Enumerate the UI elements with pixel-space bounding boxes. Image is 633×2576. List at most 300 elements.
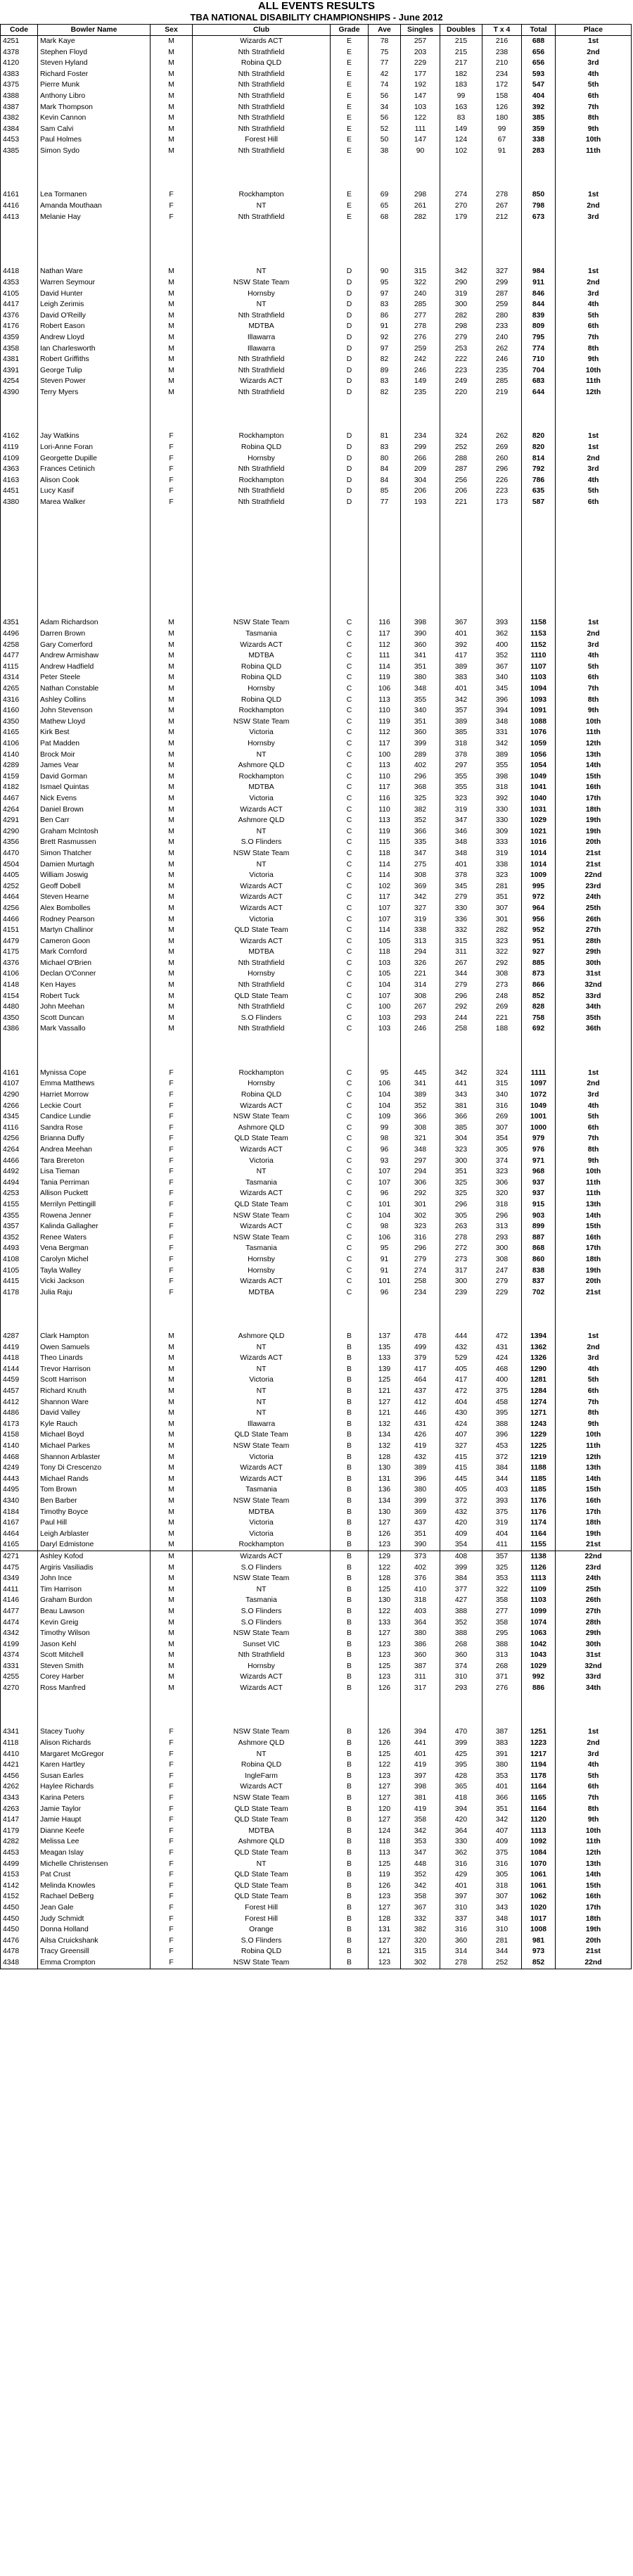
cell-total: 839 (522, 310, 556, 322)
cell-tx4: 262 (482, 343, 522, 355)
cell-bowler-name: Carolyn Michel (38, 1254, 151, 1265)
cell-tx4: 238 (482, 47, 522, 58)
cell-total: 973 (522, 1946, 556, 1957)
empty-cell (331, 1716, 369, 1727)
cell-code: 4350 (1, 716, 38, 728)
empty-cell (38, 244, 151, 255)
column-header-tx4: T x 4 (482, 25, 522, 36)
cell-singles: 364 (401, 1617, 440, 1629)
cell-sex: M (151, 36, 193, 47)
empty-cell (193, 179, 331, 190)
cell-bowler-name: Daryl Edmistone (38, 1539, 151, 1551)
empty-cell (522, 1694, 556, 1705)
cell-grade: B (331, 1474, 369, 1485)
cell-singles: 348 (401, 1144, 440, 1156)
cell-club: Ashmore QLD (193, 1836, 331, 1848)
table-row (1, 1517, 632, 1529)
cell-club: NT (193, 1584, 331, 1596)
cell-sex: F (151, 1760, 193, 1771)
cell-sex: M (151, 925, 193, 936)
spacer-row (1, 585, 632, 596)
cell-singles: 441 (401, 1738, 440, 1749)
cell-grade: C (331, 826, 369, 838)
cell-place: 3rd (556, 640, 632, 651)
empty-cell (369, 563, 401, 574)
cell-singles: 399 (401, 738, 440, 750)
cell-code: 4459 (1, 1375, 38, 1386)
cell-ave: 121 (369, 1386, 401, 1397)
cell-singles: 387 (401, 1661, 440, 1672)
cell-place: 5th (556, 1111, 632, 1123)
cell-sex: M (151, 738, 193, 750)
cell-tx4: 358 (482, 1617, 522, 1629)
cell-bowler-name: Darren Brown (38, 629, 151, 640)
empty-cell (401, 398, 440, 410)
cell-grade: C (331, 672, 369, 683)
cell-singles: 431 (401, 1419, 440, 1430)
cell-total: 1029 (522, 1661, 556, 1672)
cell-tx4: 282 (482, 925, 522, 936)
cell-doubles: 287 (440, 464, 482, 475)
cell-bowler-name: Kyle Rauch (38, 1419, 151, 1430)
cell-club: Tasmania (193, 1484, 331, 1496)
cell-sex: M (151, 134, 193, 146)
cell-sex: M (151, 1408, 193, 1419)
cell-sex: F (151, 464, 193, 475)
cell-ave: 127 (369, 1902, 401, 1914)
cell-grade: C (331, 1254, 369, 1265)
empty-cell (331, 552, 369, 563)
cell-bowler-name: Tim Harrison (38, 1584, 151, 1596)
cell-singles: 321 (401, 1133, 440, 1144)
cell-doubles: 343 (440, 1090, 482, 1101)
cell-tx4: 404 (482, 1529, 522, 1540)
cell-doubles: 399 (440, 1738, 482, 1749)
spacer-row (1, 1716, 632, 1727)
cell-place: 8th (556, 1144, 632, 1156)
cell-ave: 123 (369, 1771, 401, 1782)
cell-ave: 127 (369, 1814, 401, 1826)
cell-bowler-name: Robert Griffiths (38, 354, 151, 365)
empty-cell (482, 1035, 522, 1046)
empty-cell (522, 255, 556, 267)
cell-tx4: 353 (482, 1573, 522, 1584)
cell-ave: 103 (369, 958, 401, 969)
spacer-row (1, 519, 632, 530)
cell-code: 4118 (1, 1738, 38, 1749)
cell-bowler-name: Michael Parkes (38, 1441, 151, 1452)
cell-sex: F (151, 1781, 193, 1793)
cell-grade: B (331, 1529, 369, 1540)
cell-ave: 97 (369, 289, 401, 300)
cell-bowler-name: Cameron Goon (38, 936, 151, 947)
empty-cell (193, 541, 331, 552)
cell-total: 673 (522, 212, 556, 223)
cell-club: NSW State Team (193, 1957, 331, 1969)
cell-singles: 478 (401, 1331, 440, 1342)
cell-singles: 90 (401, 146, 440, 157)
cell-tx4: 319 (482, 848, 522, 859)
empty-cell (556, 1298, 632, 1309)
cell-singles: 360 (401, 727, 440, 738)
cell-club: Nth Strathfield (193, 102, 331, 113)
empty-cell (1, 595, 38, 607)
page-subtitle: TBA NATIONAL DISABILITY CHAMPIONSHIPS - June 2012 (190, 12, 443, 23)
cell-singles: 147 (401, 91, 440, 102)
cell-total: 1284 (522, 1386, 556, 1397)
table-row (1, 1484, 632, 1496)
cell-grade: C (331, 1144, 369, 1156)
empty-cell (522, 541, 556, 552)
cell-ave: 132 (369, 1419, 401, 1430)
empty-cell (151, 563, 193, 574)
empty-cell (556, 420, 632, 431)
cell-bowler-name: Steven Smith (38, 1661, 151, 1672)
cell-singles: 352 (401, 1101, 440, 1112)
cell-club: Wizards ACT (193, 1276, 331, 1287)
empty-cell (38, 607, 151, 618)
cell-grade: B (331, 1429, 369, 1441)
cell-code: 4375 (1, 80, 38, 91)
cell-club: NSW State Team (193, 1573, 331, 1584)
cell-doubles: 355 (440, 782, 482, 793)
table-row (1, 1156, 632, 1167)
cell-doubles: 292 (440, 1002, 482, 1013)
cell-sex: M (151, 1463, 193, 1474)
cell-ave: 133 (369, 1617, 401, 1629)
cell-code: 4450 (1, 1902, 38, 1914)
cell-code: 4175 (1, 947, 38, 958)
cell-total: 937 (522, 1177, 556, 1189)
empty-cell (556, 1056, 632, 1068)
table-row (1, 1914, 632, 1925)
cell-sex: F (151, 1166, 193, 1177)
empty-cell (193, 574, 331, 585)
cell-grade: C (331, 640, 369, 651)
cell-bowler-name: Ben Barber (38, 1496, 151, 1507)
cell-total: 392 (522, 102, 556, 113)
cell-sex: M (151, 672, 193, 683)
cell-place: 7th (556, 1133, 632, 1144)
cell-doubles: 267 (440, 958, 482, 969)
cell-doubles: 357 (440, 705, 482, 716)
cell-place: 16th (556, 1891, 632, 1902)
empty-cell (1, 508, 38, 519)
table-row (1, 332, 632, 343)
table-row (1, 1123, 632, 1134)
cell-ave: 68 (369, 212, 401, 223)
cell-bowler-name: Andrew Lloyd (38, 332, 151, 343)
cell-tx4: 407 (482, 1826, 522, 1837)
empty-cell (1, 1320, 38, 1331)
cell-total: 1113 (522, 1573, 556, 1584)
cell-grade: B (331, 1419, 369, 1430)
cell-sex: F (151, 497, 193, 508)
cell-bowler-name: Lisa Tieman (38, 1166, 151, 1177)
cell-place: 24th (556, 892, 632, 903)
cell-grade: C (331, 1101, 369, 1112)
empty-cell (331, 519, 369, 530)
cell-sex: F (151, 1826, 193, 1837)
cell-grade: B (331, 1946, 369, 1957)
cell-club: Rockhampton (193, 1068, 331, 1079)
cell-tx4: 292 (482, 958, 522, 969)
empty-cell (151, 552, 193, 563)
cell-place: 2nd (556, 629, 632, 640)
cell-place: 10th (556, 716, 632, 728)
cell-tx4: 262 (482, 431, 522, 442)
empty-cell (193, 530, 331, 541)
cell-sex: M (151, 1628, 193, 1639)
cell-total: 828 (522, 1002, 556, 1013)
cell-club: Hornsby (193, 1078, 331, 1090)
cell-ave: 99 (369, 1123, 401, 1134)
cell-place: 21st (556, 848, 632, 859)
cell-sex: F (151, 1869, 193, 1881)
cell-bowler-name: Kalinda Gallagher (38, 1221, 151, 1232)
cell-bowler-name: Kevin Greig (38, 1617, 151, 1629)
cell-grade: C (331, 738, 369, 750)
cell-club: Robina QLD (193, 1090, 331, 1101)
empty-cell (1, 420, 38, 431)
cell-total: 1009 (522, 870, 556, 881)
cell-ave: 113 (369, 1848, 401, 1859)
cell-club: MDTBA (193, 1826, 331, 1837)
cell-club: Tasmania (193, 1243, 331, 1254)
empty-cell (193, 222, 331, 234)
cell-place: 25th (556, 1584, 632, 1596)
cell-code: 4374 (1, 1650, 38, 1661)
cell-total: 981 (522, 1936, 556, 1947)
cell-singles: 358 (401, 1814, 440, 1826)
cell-ave: 113 (369, 760, 401, 771)
spacer-row (1, 1046, 632, 1057)
cell-total: 976 (522, 1144, 556, 1156)
cell-ave: 107 (369, 914, 401, 926)
empty-cell (482, 420, 522, 431)
empty-cell (482, 519, 522, 530)
empty-cell (331, 1298, 369, 1309)
cell-place: 5th (556, 1375, 632, 1386)
cell-singles: 368 (401, 782, 440, 793)
cell-tx4: 307 (482, 1891, 522, 1902)
cell-sex: M (151, 321, 193, 332)
cell-place: 2nd (556, 1078, 632, 1090)
cell-place: 16th (556, 1496, 632, 1507)
cell-total: 683 (522, 376, 556, 387)
cell-grade: E (331, 69, 369, 80)
cell-club: Nth Strathfield (193, 464, 331, 475)
cell-club: Wizards ACT (193, 36, 331, 47)
cell-place: 18th (556, 1914, 632, 1925)
empty-cell (1, 1309, 38, 1320)
empty-cell (369, 1046, 401, 1057)
cell-total: 1185 (522, 1484, 556, 1496)
cell-sex: F (151, 1090, 193, 1101)
cell-bowler-name: Steven Power (38, 376, 151, 387)
cell-club: S.O Flinders (193, 1936, 331, 1947)
cell-bowler-name: David Valley (38, 1408, 151, 1419)
cell-code: 4504 (1, 859, 38, 871)
empty-cell (331, 244, 369, 255)
cell-total: 964 (522, 903, 556, 914)
cell-grade: C (331, 1199, 369, 1211)
cell-code: 4385 (1, 146, 38, 157)
empty-cell (369, 585, 401, 596)
cell-sex: M (151, 1441, 193, 1452)
table-row (1, 1364, 632, 1375)
cell-total: 385 (522, 113, 556, 124)
cell-grade: B (331, 1826, 369, 1837)
cell-place: 9th (556, 354, 632, 365)
cell-sex: M (151, 1539, 193, 1551)
cell-singles: 432 (401, 1452, 440, 1463)
table-row (1, 980, 632, 991)
cell-bowler-name: Lori-Anne Foran (38, 442, 151, 453)
cell-total: 1049 (522, 771, 556, 783)
cell-club: Nth Strathfield (193, 387, 331, 398)
empty-cell (556, 1046, 632, 1057)
cell-singles: 396 (401, 1474, 440, 1485)
cell-code: 4345 (1, 1111, 38, 1123)
cell-sex: F (151, 1749, 193, 1760)
cell-singles: 111 (401, 124, 440, 135)
cell-singles: 325 (401, 793, 440, 804)
cell-code: 4119 (1, 442, 38, 453)
cell-grade: B (331, 1639, 369, 1650)
table-row (1, 1276, 632, 1287)
cell-ave: 110 (369, 804, 401, 816)
table-row (1, 1672, 632, 1683)
cell-bowler-name: Steven Hyland (38, 58, 151, 69)
empty-cell (1, 398, 38, 410)
cell-sex: F (151, 486, 193, 497)
cell-singles: 342 (401, 892, 440, 903)
cell-grade: C (331, 1243, 369, 1254)
cell-ave: 74 (369, 80, 401, 91)
cell-singles: 390 (401, 1539, 440, 1551)
table-row (1, 837, 632, 848)
cell-tx4: 306 (482, 1177, 522, 1189)
cell-doubles: 347 (440, 815, 482, 826)
table-row (1, 36, 632, 47)
empty-cell (522, 1716, 556, 1727)
cell-bowler-name: Terry Myers (38, 387, 151, 398)
cell-bowler-name: Susan Earles (38, 1771, 151, 1782)
cell-doubles: 388 (440, 1606, 482, 1617)
empty-cell (151, 1035, 193, 1046)
cell-club: Wizards ACT (193, 1221, 331, 1232)
cell-doubles: 222 (440, 354, 482, 365)
empty-cell (38, 530, 151, 541)
cell-ave: 134 (369, 1496, 401, 1507)
cell-bowler-name: Meagan Islay (38, 1848, 151, 1859)
table-row (1, 1760, 632, 1771)
cell-tx4: 322 (482, 947, 522, 958)
cell-code: 4142 (1, 1881, 38, 1892)
cell-tx4: 320 (482, 1188, 522, 1199)
cell-code: 4351 (1, 617, 38, 629)
cell-ave: 125 (369, 1859, 401, 1870)
cell-tx4: 240 (482, 332, 522, 343)
cell-ave: 128 (369, 1914, 401, 1925)
cell-total: 688 (522, 36, 556, 47)
cell-code: 4390 (1, 387, 38, 398)
cell-tx4: 212 (482, 212, 522, 223)
cell-grade: B (331, 1463, 369, 1474)
table-row (1, 1869, 632, 1881)
cell-ave: 102 (369, 881, 401, 892)
cell-singles: 319 (401, 914, 440, 926)
cell-singles: 257 (401, 36, 440, 47)
empty-cell (522, 1056, 556, 1068)
spacer-row (1, 574, 632, 585)
cell-place: 9th (556, 705, 632, 716)
empty-cell (522, 179, 556, 190)
cell-tx4: 351 (482, 892, 522, 903)
cell-place: 11th (556, 1836, 632, 1848)
empty-cell (331, 563, 369, 574)
cell-code: 4140 (1, 1441, 38, 1452)
empty-cell (522, 420, 556, 431)
cell-place: 12th (556, 738, 632, 750)
cell-doubles: 362 (440, 1848, 482, 1859)
cell-grade: B (331, 1859, 369, 1870)
cell-bowler-name: Jamie Haupt (38, 1814, 151, 1826)
cell-bowler-name: Melinda Knowles (38, 1881, 151, 1892)
cell-place: 6th (556, 91, 632, 102)
cell-doubles: 182 (440, 69, 482, 80)
cell-club: Tasmania (193, 629, 331, 640)
cell-bowler-name: Lucy Kasif (38, 486, 151, 497)
cell-doubles: 377 (440, 1584, 482, 1596)
cell-sex: M (151, 837, 193, 848)
cell-ave: 84 (369, 464, 401, 475)
cell-place: 2nd (556, 1342, 632, 1353)
cell-club: NSW State Team (193, 1628, 331, 1639)
cell-doubles: 420 (440, 1814, 482, 1826)
cell-code: 4176 (1, 321, 38, 332)
cell-place: 4th (556, 299, 632, 310)
empty-cell (440, 1035, 482, 1046)
cell-ave: 122 (369, 1562, 401, 1574)
cell-grade: C (331, 1232, 369, 1244)
cell-ave: 116 (369, 617, 401, 629)
cell-ave: 104 (369, 1090, 401, 1101)
cell-singles: 417 (401, 1364, 440, 1375)
cell-doubles: 409 (440, 1529, 482, 1540)
cell-singles: 351 (401, 662, 440, 673)
cell-ave: 34 (369, 102, 401, 113)
spacer-row (1, 1320, 632, 1331)
cell-club: NT (193, 1397, 331, 1408)
cell-sex: F (151, 1771, 193, 1782)
cell-singles: 275 (401, 859, 440, 871)
cell-place: 10th (556, 1826, 632, 1837)
cell-grade: C (331, 991, 369, 1002)
cell-grade: C (331, 903, 369, 914)
cell-place: 31st (556, 968, 632, 980)
cell-place: 6th (556, 672, 632, 683)
cell-grade: C (331, 892, 369, 903)
cell-bowler-name: Harriet Morrow (38, 1090, 151, 1101)
results-table (0, 24, 632, 1969)
cell-ave: 122 (369, 1606, 401, 1617)
cell-ave: 123 (369, 1639, 401, 1650)
cell-code: 4363 (1, 464, 38, 475)
cell-sex: M (151, 1595, 193, 1606)
cell-total: 798 (522, 201, 556, 212)
